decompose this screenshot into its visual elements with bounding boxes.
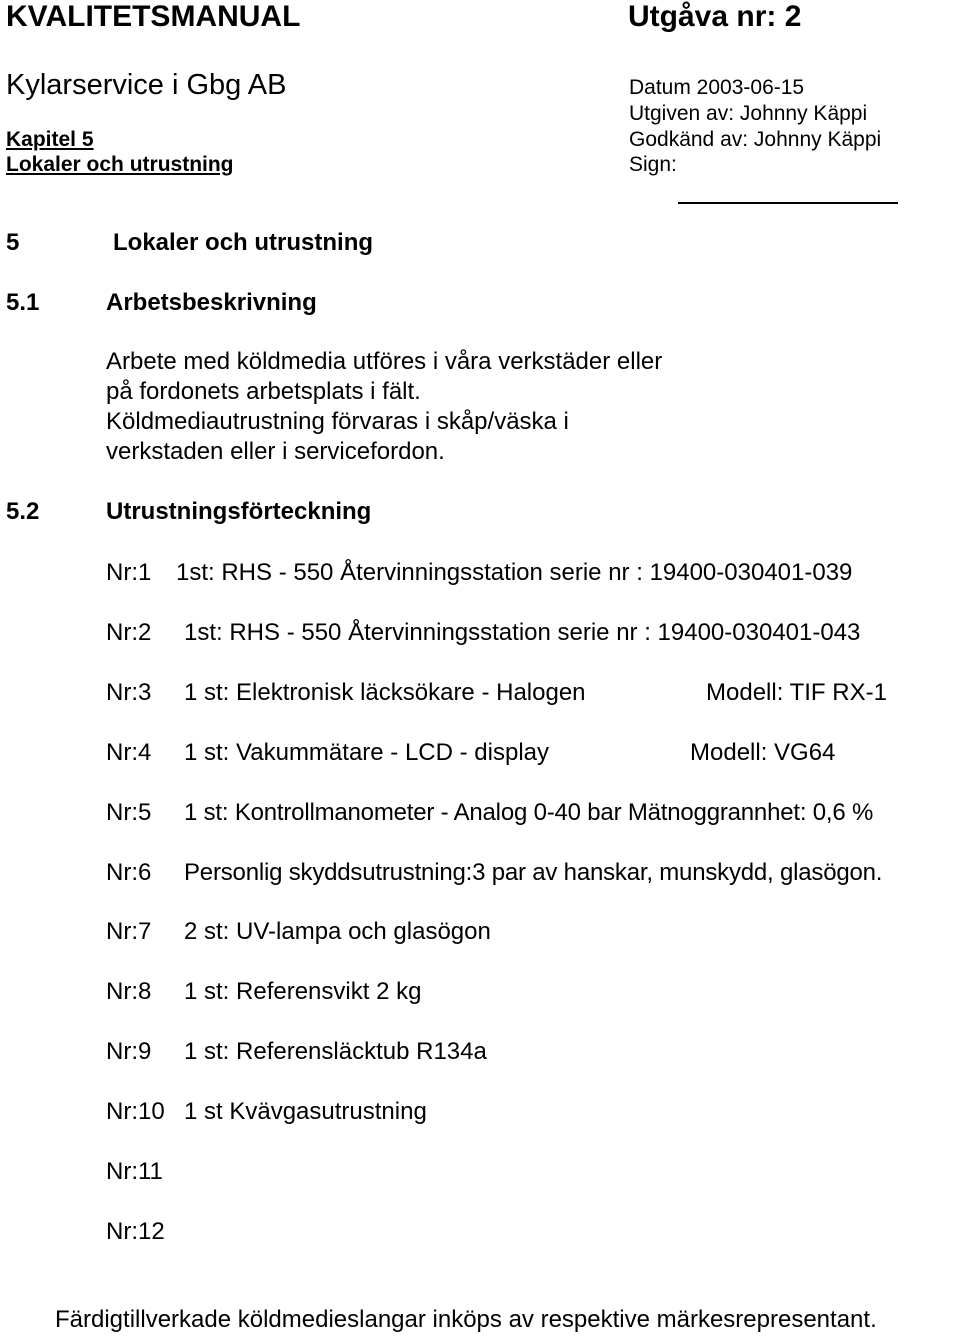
chapter-title: Lokaler och utrustning	[6, 153, 234, 176]
equipment-description: 1 st: Elektronisk läcksökare - Halogen	[184, 679, 586, 706]
equipment-description: Personlig skyddsutrustning:3 par av hanskar, munskydd, glasögon.	[184, 859, 883, 886]
equipment-nr: Nr:11	[106, 1158, 163, 1185]
equipment-nr: Nr:8	[106, 978, 152, 1005]
equipment-description: 1st: RHS - 550 Återvinningsstation serie nr : 19400-030401-043	[184, 619, 861, 646]
section-5-title: Lokaler och utrustning	[113, 229, 374, 256]
equipment-description: 1 st: Kontrollmanometer - Analog 0-40 bar Mätnoggrannhet: 0,6 %	[184, 799, 874, 826]
approved-by: Godkänd av: Johnny Käppi	[629, 128, 882, 151]
sign-label: Sign:	[629, 153, 677, 176]
description-line: verkstaden eller i servicefordon.	[106, 438, 445, 465]
description-line: Arbete med köldmedia utföres i våra verkstäder eller	[106, 348, 663, 375]
equipment-description: 1 st: Referensvikt 2 kg	[184, 978, 422, 1005]
equipment-nr: Nr:4	[106, 739, 152, 766]
equipment-nr: Nr:9	[106, 1038, 152, 1065]
equipment-model: Modell: TIF RX-1	[706, 679, 887, 706]
description-line: på fordonets arbetsplats i fält.	[106, 378, 421, 405]
company-name: Kylarservice i Gbg AB	[6, 69, 287, 101]
equipment-nr: Nr:10	[106, 1098, 165, 1125]
section-5-number: 5	[6, 229, 20, 256]
equipment-description: 1st: RHS - 550 Återvinningsstation serie nr : 19400-030401-039	[176, 559, 853, 586]
equipment-nr: Nr:5	[106, 799, 152, 826]
equipment-description: 1 st: Vakummätare - LCD - display	[184, 739, 550, 766]
equipment-nr: Nr:3	[106, 679, 152, 706]
section-5-1-title: Arbetsbeskrivning	[106, 289, 317, 316]
equipment-nr: Nr:1	[106, 559, 152, 586]
equipment-nr: Nr:2	[106, 619, 152, 646]
section-5-2-title: Utrustningsförteckning	[106, 498, 372, 525]
equipment-nr: Nr:12	[106, 1218, 165, 1245]
equipment-nr: Nr:6	[106, 859, 152, 886]
signature-line	[678, 202, 898, 204]
equipment-model: Modell: VG64	[690, 739, 836, 766]
equipment-description: 1 st: Referensläcktub R134a	[184, 1038, 487, 1065]
issued-by: Utgiven av: Johnny Käppi	[629, 102, 868, 125]
footer-note: Färdigtillverkade köldmedieslangar inköps av respektive märkesrepresentant.	[55, 1306, 877, 1333]
edition-number: Utgåva nr: 2	[628, 0, 802, 33]
section-5-1-number: 5.1	[6, 289, 40, 316]
description-line: Köldmediautrustning förvaras i skåp/väska i	[106, 408, 569, 435]
chapter-number: Kapitel 5	[6, 128, 94, 151]
document-title: KVALITETSMANUAL	[6, 0, 301, 33]
equipment-description: 1 st Kvävgasutrustning	[184, 1098, 427, 1125]
equipment-description: 2 st: UV-lampa och glasögon	[184, 918, 491, 945]
equipment-nr: Nr:7	[106, 918, 152, 945]
section-5-2-number: 5.2	[6, 498, 40, 525]
document-date: Datum 2003-06-15	[629, 76, 805, 99]
